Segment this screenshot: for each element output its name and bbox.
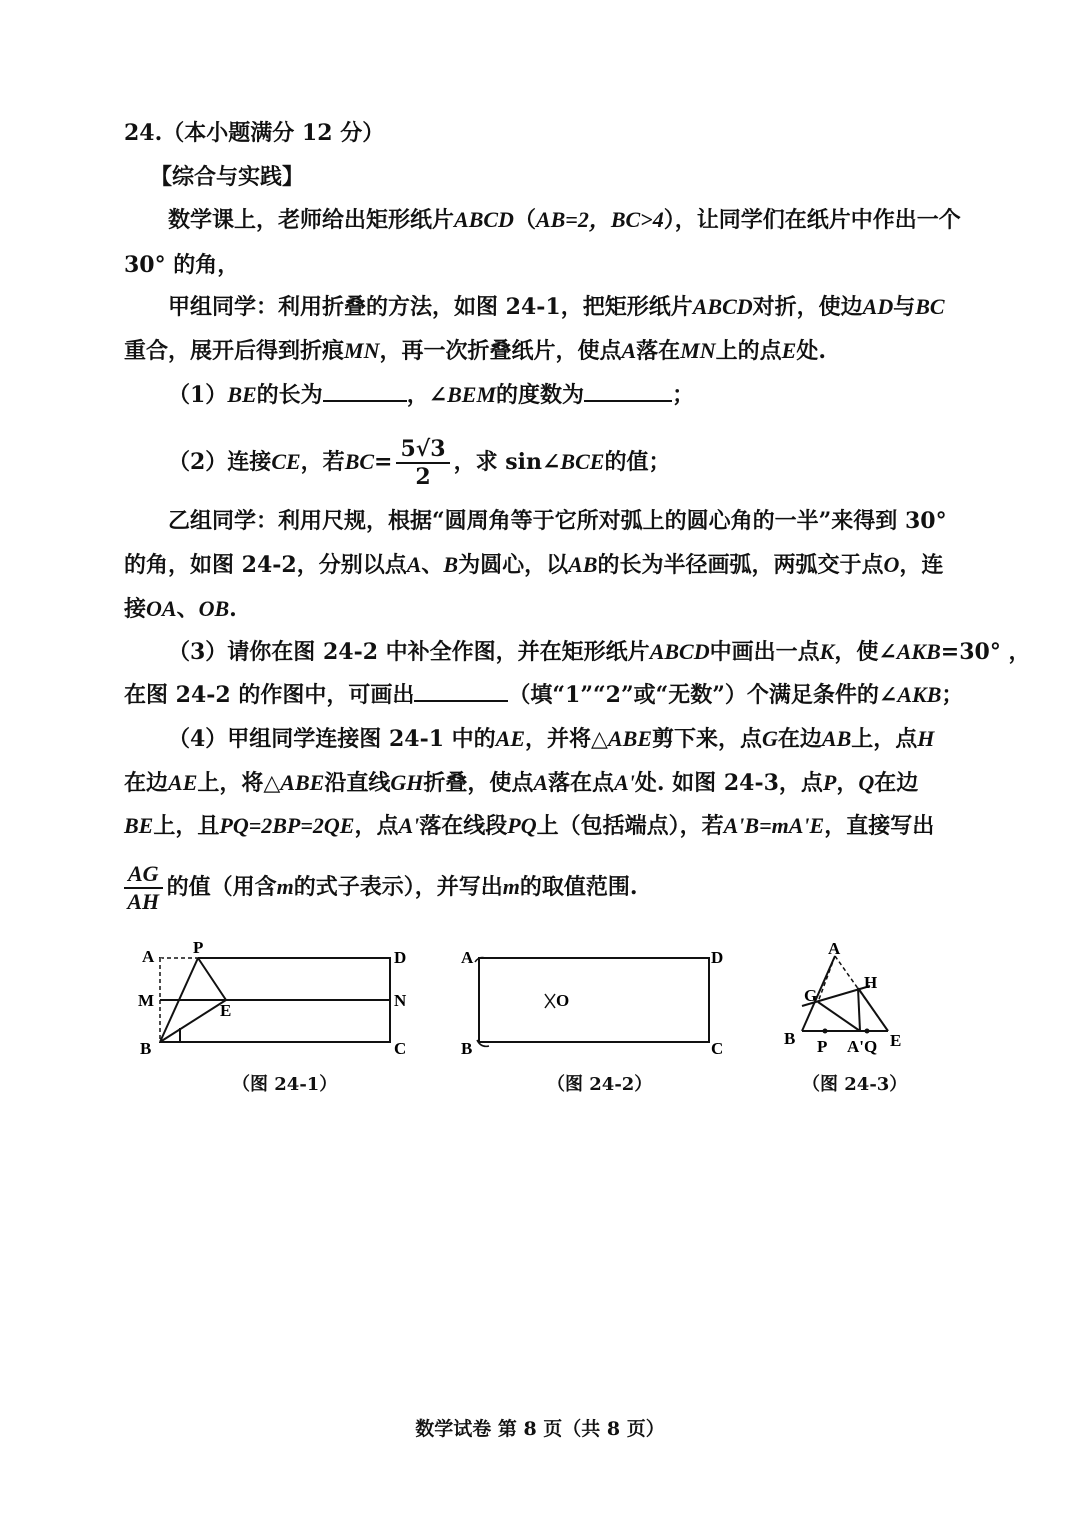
answer-blank-3[interactable]: [414, 680, 508, 702]
math: BC: [915, 294, 945, 319]
text: 上的点: [715, 338, 782, 364]
label-b: B: [784, 1029, 796, 1048]
math: AB=2，BC>4: [535, 207, 664, 232]
text: 落在线段: [419, 813, 508, 839]
text: ，直接写出: [824, 813, 935, 839]
text: 的值；: [604, 449, 671, 475]
part-3-line-2: [124, 680, 963, 710]
text: 在图 24-2 的作图中，可画出: [124, 682, 415, 708]
text: 在边: [874, 770, 919, 796]
jia-line-1: [168, 292, 945, 322]
math: A: [406, 552, 422, 577]
text: ，若: [300, 449, 345, 475]
section-heading: [150, 162, 304, 192]
text: 折叠，使点: [423, 770, 534, 796]
math: AB: [568, 552, 598, 577]
text: 剪下来，点: [652, 726, 763, 752]
math: BC: [344, 449, 375, 474]
question-number: 24.（本小题满分 12 分）: [124, 120, 385, 146]
text: 的式子表示），并写出: [293, 874, 503, 900]
text: =: [374, 449, 393, 475]
math: AD: [862, 294, 894, 319]
part-4-line-2: [124, 768, 918, 798]
fraction-ag-ah: [124, 861, 163, 915]
math: AE: [168, 770, 198, 795]
rectangle-abcd: [479, 958, 709, 1042]
text: 上（包括端点），若: [536, 813, 724, 839]
text: 对折，使边: [752, 294, 863, 320]
math: MN: [680, 338, 716, 363]
math: A': [614, 770, 635, 795]
text: 上，点: [851, 726, 918, 752]
math: A'B=mA'E: [723, 813, 825, 838]
text: .: [229, 596, 237, 622]
label-d: D: [711, 948, 724, 967]
text: ，使∠: [834, 639, 897, 665]
part-3: [168, 637, 1031, 667]
caption-24-3: （图 24-3）: [802, 1074, 908, 1095]
caption-24-2: （图 24-2）: [547, 1074, 653, 1095]
math: ABCD: [692, 294, 753, 319]
math: OA: [146, 596, 177, 621]
text: 落在: [636, 338, 681, 364]
text: ，点: [354, 813, 399, 839]
math: G: [762, 726, 778, 751]
math: ABE: [280, 770, 325, 795]
text: 在边: [777, 726, 822, 752]
part-2: [168, 434, 670, 490]
intro-line-1: [168, 205, 961, 235]
label-o: O: [556, 991, 570, 1010]
numerator: 5√3: [396, 436, 449, 464]
part-4: [168, 724, 934, 754]
figure-24-2: [455, 936, 735, 1066]
math: PQ=2BP=2QE: [219, 813, 355, 838]
label-c: C: [711, 1039, 724, 1058]
text: 处.: [796, 338, 827, 364]
math: m: [276, 874, 294, 899]
text: 数学课上，老师给出矩形纸片: [168, 207, 455, 233]
math: BEM: [447, 382, 497, 407]
text: 沿直线: [324, 770, 391, 796]
label-c: C: [394, 1039, 407, 1058]
answer-blank-1[interactable]: [323, 380, 407, 402]
label-e: E: [890, 1031, 902, 1050]
caption-24-1: （图 24-1）: [232, 1074, 338, 1095]
text: （3）请你在图 24-2 中补全作图，并在矩形纸片: [168, 639, 650, 665]
question-title: [124, 118, 384, 148]
text: =30° ，: [940, 639, 1031, 665]
text: ，连: [899, 552, 944, 578]
math: AE: [495, 726, 526, 751]
math: O: [883, 552, 900, 577]
text: 的角，如图 24-2，分别以点: [124, 552, 407, 578]
math: PQ: [507, 813, 537, 838]
text: 甲组同学：利用折叠的方法，如图 24-1，把矩形纸片: [168, 294, 693, 320]
text: ；: [672, 382, 695, 408]
label-a-prime: A': [847, 1037, 864, 1056]
math: B: [443, 552, 459, 577]
arc-intersection-o: [545, 994, 555, 1008]
math: CE: [271, 449, 301, 474]
text: （: [513, 207, 536, 233]
text: （4）甲组同学连接图 24-1 中的: [168, 726, 496, 752]
math: MN: [344, 338, 380, 363]
math: Q: [858, 770, 875, 795]
text: （填“1”“2”或“无数”）个满足条件的∠: [508, 682, 898, 708]
jia-line-2: [124, 336, 826, 366]
yi-line-1: [168, 506, 947, 536]
label-a: A: [461, 948, 474, 967]
part-4-line-4: [124, 856, 638, 918]
text: 上，将△: [197, 770, 281, 796]
figure-24-3: [780, 936, 920, 1066]
figure-24-1: [130, 936, 420, 1066]
text: 的长为半径画弧，两弧交于点: [597, 552, 884, 578]
math: BE: [124, 813, 154, 838]
math: E: [781, 338, 797, 363]
text: 30° 的角，: [124, 252, 240, 278]
page-footer: 数学试卷 第 8 页（共 8 页）: [415, 1418, 665, 1440]
text: 在边: [124, 770, 169, 796]
math: BCE: [560, 449, 605, 474]
label-h: H: [864, 973, 878, 992]
label-a: A: [828, 939, 841, 958]
label-a: A: [142, 947, 155, 966]
answer-blank-2[interactable]: [584, 380, 672, 402]
text: ），让同学们在纸片中作出一个: [663, 207, 961, 233]
text: ；: [941, 682, 964, 708]
denominator: 2: [415, 464, 431, 490]
math: AB: [821, 726, 852, 751]
text: （1）: [168, 382, 228, 408]
segment-ag-dashed: [818, 956, 835, 1002]
denominator: AH: [127, 889, 160, 914]
math: GH: [390, 770, 424, 795]
text: 、: [176, 596, 199, 622]
text: ，: [836, 770, 859, 796]
math: ABCD: [649, 639, 710, 664]
text: ，并将△: [525, 726, 608, 752]
point-p: [823, 1029, 828, 1034]
part-4-line-3: [124, 811, 934, 841]
text: 处. 如图 24-3，点: [634, 770, 823, 796]
text: 接: [124, 596, 147, 622]
side-he: [858, 988, 888, 1031]
point-q: [865, 1029, 870, 1034]
text: 落在点: [548, 770, 615, 796]
label-p: P: [817, 1037, 828, 1056]
text: 的度数为: [496, 382, 585, 408]
math: H: [917, 726, 935, 751]
label-e: E: [220, 1001, 232, 1020]
yi-line-2: [124, 550, 943, 580]
text: 的值（用含: [166, 874, 277, 900]
math: P: [822, 770, 837, 795]
label-b: B: [461, 1039, 473, 1058]
segment-ga: [818, 1002, 860, 1031]
text: 中画出一点: [709, 639, 820, 665]
fraction: [396, 436, 449, 490]
math: K: [819, 639, 835, 664]
label-p: P: [193, 938, 204, 957]
math: A: [621, 338, 637, 363]
math: AKB: [896, 639, 941, 664]
label-m: M: [138, 991, 155, 1010]
segment-pe: [198, 958, 226, 1000]
numerator: AG: [124, 861, 163, 889]
label-d: D: [394, 948, 407, 967]
segment-ha: [858, 988, 860, 1031]
text: 重合，展开后得到折痕: [124, 338, 345, 364]
math: m: [502, 874, 520, 899]
math: ABCD: [454, 207, 514, 232]
math: A': [398, 813, 420, 838]
label-g: G: [804, 986, 818, 1005]
text: ，再一次折叠纸片，使点: [379, 338, 622, 364]
text: 上，且: [153, 813, 220, 839]
text: 为圆心，以: [458, 552, 569, 578]
label-n: N: [394, 991, 407, 1010]
text: 的长为: [256, 382, 323, 408]
text: 、: [421, 552, 444, 578]
math: AKB: [897, 682, 942, 707]
text: 的取值范围.: [519, 874, 638, 900]
intro-line-2: [124, 250, 239, 280]
text: 与: [893, 294, 916, 320]
math: A: [533, 770, 549, 795]
text: ，∠: [406, 382, 448, 408]
math: OB: [198, 596, 230, 621]
label-b: B: [140, 1039, 152, 1058]
text: 乙组同学：利用尺规，根据“圆周角等于它所对弧上的圆心角的一半”来得到 30°: [168, 508, 947, 534]
label-q: Q: [864, 1037, 878, 1056]
section-label: 【综合与实践】: [150, 164, 305, 190]
math: BE: [227, 382, 257, 407]
math: ABE: [607, 726, 652, 751]
text: ，求 sin∠: [453, 449, 561, 475]
part-1: [168, 380, 694, 410]
text: （2）连接: [168, 449, 272, 475]
yi-line-3: [124, 594, 237, 624]
